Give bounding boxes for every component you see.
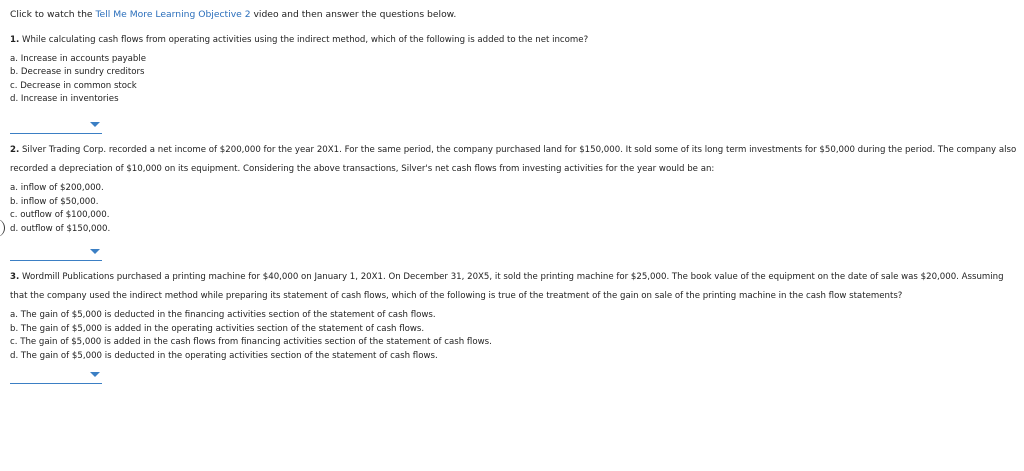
video-link[interactable]: Tell Me More Learning Objective 2 <box>95 9 251 20</box>
question-1-answer-dropdown[interactable] <box>10 119 102 134</box>
option-item: a. Increase in accounts payable <box>10 53 147 64</box>
question-1-number: 1. <box>10 35 20 45</box>
option-item: a. inflow of $200,000. <box>10 183 104 193</box>
option-item: b. Decrease in sundry creditors <box>10 67 145 77</box>
question-2-text <box>10 141 1018 178</box>
option-item: b. inflow of $50,000. <box>10 196 99 207</box>
question-2-number: 2. <box>10 145 20 155</box>
question-3-number: 3. <box>10 272 20 282</box>
question-1 <box>10 31 1018 134</box>
question-1-prompt: While calculating cash flows from operating activities using the indirect method, which of the following is added to the net income? <box>19 35 589 45</box>
option-item: c. outflow of $100,000. <box>10 210 110 220</box>
instructions-prefix: Click to watch the <box>10 9 96 20</box>
question-2 <box>10 141 1018 261</box>
question-1-text <box>10 31 1018 50</box>
question-1-options <box>10 53 1018 107</box>
question-2-prompt: Silver Trading Corp. recorded a net income of $200,000 for the year 20X1. For the same period, the company purchased land for $150,000. It sold some of its long term investments for $50,000 during the period. The company also recorded a depreciation of $10,000 on its equipment. Considering the above transactions, Silver's net cash flows from investing activities for the year would be an: <box>10 145 1017 174</box>
option-item: d. The gain of $5,000 is deducted in the operating activities section of the statement of cash flows. <box>10 350 438 361</box>
instructions <box>10 9 456 20</box>
option-item: c. The gain of $5,000 is added in the cash flows from financing activities section of the statement of cash flows. <box>10 337 492 347</box>
chevron-down-icon <box>90 372 100 377</box>
question-2-options <box>10 182 1018 236</box>
question-3 <box>10 268 1018 384</box>
scroll-marker <box>0 219 5 237</box>
chevron-down-icon <box>90 249 100 254</box>
option-item: a. The gain of $5,000 is deducted in the financing activities section of the statement of cash flows. <box>10 310 436 320</box>
option-item: d. Increase in inventories <box>10 94 119 104</box>
instructions-suffix: video and then answer the questions below. <box>250 9 457 20</box>
question-3-text <box>10 268 1018 305</box>
option-item: b. The gain of $5,000 is added in the operating activities section of the statement of cash flows. <box>10 323 425 334</box>
question-2-answer-dropdown[interactable] <box>10 246 102 261</box>
chevron-down-icon <box>90 122 100 127</box>
question-3-answer-dropdown[interactable] <box>10 369 102 384</box>
option-item: c. Decrease in common stock <box>10 80 137 91</box>
question-3-options <box>10 309 1018 363</box>
option-item: d. outflow of $150,000. <box>10 223 111 234</box>
question-3-prompt: Wordmill Publications purchased a printing machine for $40,000 on January 1, 20X1. On December 31, 20X5, it sold the printing machine for $25,000. The book value of the equipment on the date of sale was $20,000. Assuming that the company used the indirect method while preparing its statement of cash flows, which of the following is true of the treatment of the gain on sale of the printing machine in the cash flow statements? <box>10 272 1004 301</box>
